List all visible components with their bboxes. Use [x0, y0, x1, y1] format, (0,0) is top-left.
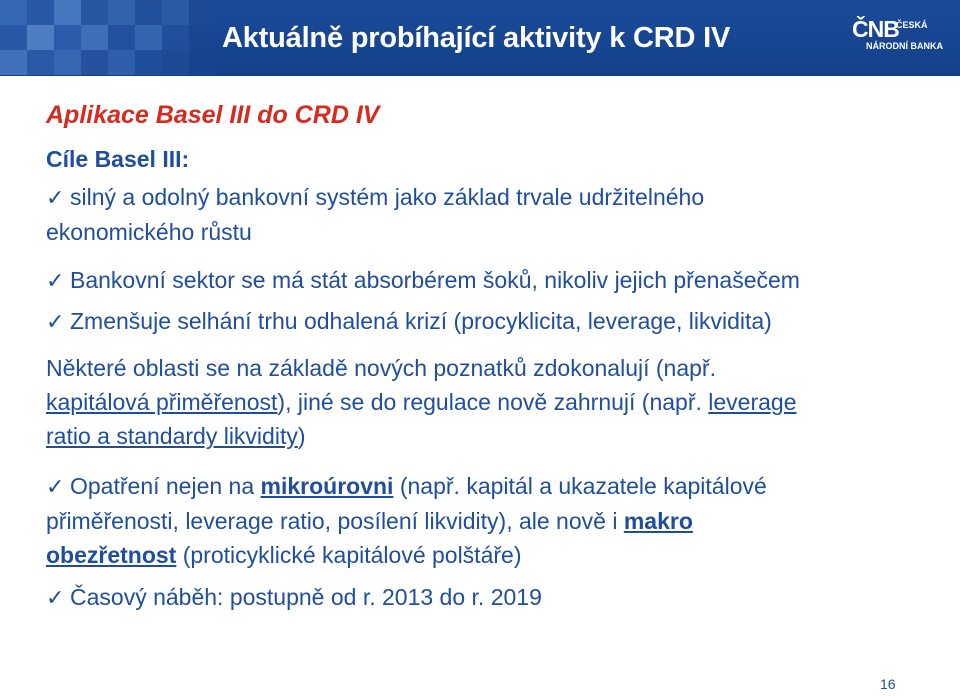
header-bar [0, 0, 960, 76]
check-icon: ✓ [46, 268, 65, 293]
logo-text-line2: NÁRODNÍ BANKA [866, 41, 943, 51]
underlined-term: makro [623, 508, 693, 534]
mosaic-decoration [0, 0, 216, 76]
underlined-term: ratio a standardy likvidity [46, 423, 298, 449]
check-icon: ✓ [46, 585, 65, 610]
underlined-term: leverage [708, 389, 797, 415]
bullet-item: ✓ Časový náběh: postupně od r. 2013 do r. 2019 [46, 580, 946, 615]
check-icon: ✓ [46, 309, 65, 334]
slide-content [46, 98, 946, 615]
goals-heading: Cíle Basel III: [46, 146, 190, 172]
bullet-item-continued: přiměřenosti, leverage ratio, posílení likvidity), ale nově i makro [46, 508, 693, 534]
bullet-item-continued: obezřetnost (proticyklické kapitálové polštáře) [46, 542, 522, 568]
underlined-term: obezřetnost [46, 542, 177, 568]
cnb-logo [852, 16, 952, 56]
bullet-item: ✓ Bankovní sektor se má stát absorbérem šoků, nikoliv jejich přenašečem [46, 263, 946, 298]
slide-subtitle: Aplikace Basel III do CRD IV [46, 101, 380, 129]
bullet-item: ✓ silný a odolný bankovní systém jako základ trvale udržitelného [46, 180, 946, 215]
paragraph-line: Některé oblasti se na základě nových poznatků zdokonalují (např. [46, 355, 716, 381]
slide-title: Aktuálně probíhající aktivity k CRD IV [222, 22, 731, 54]
page-number: 16 [880, 676, 896, 692]
underlined-term: kapitálová přiměřenost [46, 389, 278, 415]
check-icon: ✓ [46, 185, 65, 210]
logo-mark: ČNB [852, 16, 899, 42]
bullet-item: ✓ Opatření nejen na mikroúrovni (např. kapitál a ukazatele kapitálové [46, 469, 946, 504]
paragraph-line: kapitálová přiměřenost), jiné se do regulace nově zahrnují (např. leverage [46, 389, 797, 415]
underlined-term: mikroúrovni [260, 473, 394, 499]
check-icon: ✓ [46, 474, 65, 499]
paragraph-line: ratio a standardy likvidity) [46, 423, 306, 449]
bullet-item: ✓ Zmenšuje selhání trhu odhalená krizí (procyklicita, leverage, likvidita) [46, 304, 946, 339]
bullet-item-continued: ekonomického růstu [46, 219, 252, 245]
logo-text-line1: ČESKÁ [896, 20, 928, 30]
